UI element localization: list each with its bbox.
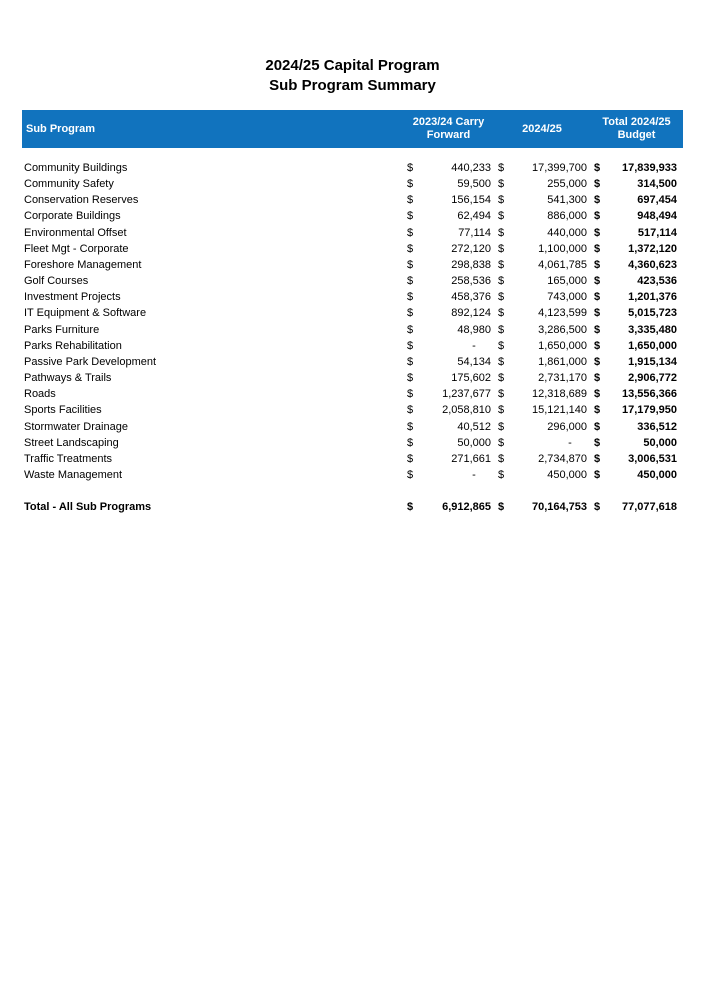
year-2024-25-value: 296,000 — [547, 420, 588, 433]
carry-forward-value: - — [472, 339, 492, 352]
table-row — [22, 176, 683, 192]
carry-forward-value: 54,134 — [457, 355, 492, 368]
year-2024-25-value: 541,300 — [547, 194, 588, 207]
currency-symbol: $ — [594, 226, 601, 239]
year-2024-25-value: 1,650,000 — [538, 339, 588, 352]
table-row — [22, 160, 683, 176]
carry-forward-value: 271,661 — [451, 452, 492, 465]
carry-forward-value: 40,512 — [457, 420, 492, 433]
currency-symbol: $ — [498, 420, 505, 433]
currency-symbol: $ — [407, 194, 414, 207]
currency-symbol: $ — [594, 420, 601, 433]
currency-symbol: $ — [594, 242, 601, 255]
currency-symbol: $ — [407, 404, 414, 417]
table-row — [22, 257, 683, 273]
currency-symbol: $ — [407, 291, 414, 304]
total-budget-value: 697,454 — [637, 194, 678, 207]
table-row — [22, 435, 683, 451]
row-label: Street Landscaping — [24, 436, 119, 449]
carry-forward-value: 62,494 — [457, 210, 492, 223]
currency-symbol: $ — [594, 210, 601, 223]
year-2024-25-value: 4,061,785 — [538, 258, 588, 271]
carry-forward-value: 258,536 — [451, 275, 492, 288]
table-row — [22, 241, 683, 257]
total-budget-value: 77,077,618 — [621, 501, 678, 514]
currency-symbol: $ — [498, 162, 505, 174]
total-budget-value: 423,536 — [637, 275, 678, 288]
total-row — [22, 499, 683, 515]
total-budget-value: 517,114 — [637, 226, 678, 239]
year-2024-25-value: 255,000 — [547, 178, 588, 191]
currency-symbol: $ — [498, 307, 505, 320]
total-budget-value: 5,015,723 — [628, 307, 678, 320]
currency-symbol: $ — [407, 162, 414, 174]
currency-symbol: $ — [498, 372, 505, 385]
column-header-total-budget: Total 2024/25 Budget — [590, 110, 683, 148]
row-label: Fleet Mgt - Corporate — [24, 242, 129, 255]
year-2024-25-value: 15,121,140 — [531, 404, 588, 417]
row-label: Stormwater Drainage — [24, 420, 128, 433]
row-label: Parks Furniture — [24, 323, 100, 336]
currency-symbol: $ — [498, 468, 505, 481]
total-budget-value: 336,512 — [637, 420, 678, 433]
table-row — [22, 419, 683, 435]
total-budget-value: 4,360,623 — [628, 258, 678, 271]
currency-symbol: $ — [594, 372, 601, 385]
currency-symbol: $ — [498, 452, 505, 465]
carry-forward-value: - — [472, 468, 492, 481]
currency-symbol: $ — [407, 452, 414, 465]
row-label: Pathways & Trails — [24, 372, 112, 385]
total-budget-value: 450,000 — [637, 468, 678, 481]
currency-symbol: $ — [407, 226, 414, 239]
currency-symbol: $ — [594, 275, 601, 288]
total-budget-value: 17,179,950 — [621, 404, 678, 417]
total-budget-value: 17,839,933 — [621, 162, 678, 174]
currency-symbol: $ — [407, 420, 414, 433]
currency-symbol: $ — [407, 258, 414, 271]
table-row — [22, 322, 683, 338]
currency-symbol: $ — [498, 323, 505, 336]
row-label: Corporate Buildings — [24, 210, 121, 223]
carry-forward-value: 2,058,810 — [442, 404, 492, 417]
total-budget-value: 1,915,134 — [628, 355, 678, 368]
row-label: Foreshore Management — [24, 258, 142, 271]
year-2024-25-value: 2,734,870 — [538, 452, 588, 465]
table-header-row — [22, 110, 683, 148]
total-budget-value: 948,494 — [637, 210, 678, 223]
year-2024-25-value: 1,100,000 — [538, 242, 588, 255]
total-budget-value: 1,201,376 — [628, 291, 678, 304]
carry-forward-value: 458,376 — [451, 291, 492, 304]
row-label: Community Buildings — [24, 162, 128, 174]
currency-symbol: $ — [498, 388, 505, 401]
row-label: Golf Courses — [24, 275, 89, 288]
table-row — [22, 289, 683, 305]
currency-symbol: $ — [594, 162, 601, 174]
currency-symbol: $ — [407, 210, 414, 223]
table-row — [22, 225, 683, 241]
currency-symbol: $ — [498, 404, 505, 417]
total-budget-value: 1,372,120 — [628, 242, 678, 255]
currency-symbol: $ — [594, 388, 601, 401]
row-label: Conservation Reserves — [24, 194, 139, 207]
total-budget-value: 1,650,000 — [628, 339, 678, 352]
table-row — [22, 354, 683, 370]
currency-symbol: $ — [407, 242, 414, 255]
carry-forward-value: 175,602 — [451, 372, 492, 385]
currency-symbol: $ — [594, 258, 601, 271]
currency-symbol: $ — [407, 372, 414, 385]
table-row — [22, 192, 683, 208]
table-row — [22, 402, 683, 418]
currency-symbol: $ — [594, 355, 601, 368]
currency-symbol: $ — [498, 339, 505, 352]
currency-symbol: $ — [498, 178, 505, 191]
total-2024-25-value: 70,164,753 — [531, 501, 588, 514]
currency-symbol: $ — [594, 194, 601, 207]
currency-symbol: $ — [407, 355, 414, 368]
row-label: Parks Rehabilitation — [24, 339, 122, 352]
year-2024-25-value: 2,731,170 — [538, 372, 588, 385]
currency-symbol: $ — [498, 226, 505, 239]
year-2024-25-value: 12,318,689 — [531, 388, 588, 401]
total-budget-value: 2,906,772 — [628, 372, 678, 385]
currency-symbol: $ — [594, 436, 601, 449]
table-row — [22, 467, 683, 483]
year-2024-25-value: 1,861,000 — [538, 355, 588, 368]
header-body-spacer — [22, 148, 683, 160]
currency-symbol: $ — [594, 307, 601, 320]
carry-forward-value: 77,114 — [458, 226, 492, 239]
currency-symbol: $ — [594, 178, 601, 191]
year-2024-25-value: 3,286,500 — [538, 323, 588, 336]
currency-symbol: $ — [407, 388, 414, 401]
currency-symbol: $ — [498, 355, 505, 368]
table-body — [22, 160, 683, 483]
total-budget-value: 13,556,366 — [621, 388, 678, 401]
row-label: Roads — [24, 388, 56, 401]
document-title-line1: 2024/25 Capital Program — [265, 57, 440, 74]
total-budget-value: 314,500 — [637, 178, 678, 191]
year-2024-25-value: 165,000 — [547, 275, 588, 288]
carry-forward-value: 59,500 — [457, 178, 492, 191]
currency-symbol: $ — [407, 339, 414, 352]
table-row — [22, 386, 683, 402]
total-spacer — [22, 483, 683, 499]
currency-symbol: $ — [498, 275, 505, 288]
column-header-sub-program: Sub Program — [22, 110, 403, 148]
total-budget-value: 3,006,531 — [628, 452, 678, 465]
sub-program-summary-table — [22, 110, 683, 515]
carry-forward-value: 156,154 — [451, 194, 492, 207]
currency-symbol: $ — [407, 307, 414, 320]
document-title-line2: Sub Program Summary — [269, 77, 436, 94]
total-budget-value: 50,000 — [643, 436, 678, 449]
currency-symbol: $ — [594, 501, 601, 514]
carry-forward-value: 892,124 — [451, 307, 492, 320]
total-row-label: Total - All Sub Programs — [24, 501, 152, 514]
currency-symbol: $ — [594, 452, 601, 465]
row-label: IT Equipment & Software — [24, 307, 147, 320]
currency-symbol: $ — [407, 178, 414, 191]
currency-symbol: $ — [594, 404, 601, 417]
currency-symbol: $ — [407, 501, 414, 514]
total-carry-forward-value: 6,912,865 — [442, 501, 492, 514]
total-budget-value: 3,335,480 — [628, 323, 678, 336]
row-label: Waste Management — [24, 468, 123, 481]
year-2024-25-value: - — [568, 436, 588, 449]
row-label: Passive Park Development — [24, 355, 157, 368]
table-row — [22, 305, 683, 321]
row-label: Investment Projects — [24, 291, 121, 304]
currency-symbol: $ — [407, 436, 414, 449]
table-row — [22, 338, 683, 354]
currency-symbol: $ — [594, 339, 601, 352]
currency-symbol: $ — [498, 291, 505, 304]
row-label: Traffic Treatments — [24, 452, 113, 465]
currency-symbol: $ — [594, 468, 601, 481]
currency-symbol: $ — [594, 323, 601, 336]
currency-symbol: $ — [594, 291, 601, 304]
table-row — [22, 208, 683, 224]
year-2024-25-value: 450,000 — [547, 468, 588, 481]
currency-symbol: $ — [498, 210, 505, 223]
year-2024-25-value: 4,123,599 — [538, 307, 588, 320]
table-row — [22, 370, 683, 386]
row-label: Sports Facilities — [24, 404, 102, 417]
currency-symbol: $ — [498, 242, 505, 255]
currency-symbol: $ — [407, 468, 414, 481]
currency-symbol: $ — [407, 323, 414, 336]
row-label: Environmental Offset — [24, 226, 127, 239]
currency-symbol: $ — [498, 258, 505, 271]
column-header-2024-25: 2024/25 — [494, 110, 590, 148]
currency-symbol: $ — [498, 501, 505, 514]
table-row — [22, 451, 683, 467]
row-label: Community Safety — [24, 178, 114, 191]
table-row — [22, 273, 683, 289]
year-2024-25-value: 17,399,700 — [531, 162, 588, 174]
currency-symbol: $ — [498, 194, 505, 207]
currency-symbol: $ — [498, 436, 505, 449]
carry-forward-value: 440,233 — [451, 162, 492, 174]
carry-forward-value: 272,120 — [451, 242, 492, 255]
carry-forward-value: 50,000 — [457, 436, 492, 449]
currency-symbol: $ — [407, 275, 414, 288]
carry-forward-value: 298,838 — [451, 258, 492, 271]
year-2024-25-value: 886,000 — [547, 210, 588, 223]
year-2024-25-value: 440,000 — [547, 226, 588, 239]
carry-forward-value: 48,980 — [457, 323, 492, 336]
year-2024-25-value: 743,000 — [547, 291, 588, 304]
carry-forward-value: 1,237,677 — [442, 388, 492, 401]
column-header-carry-forward: 2023/24 Carry Forward — [403, 110, 494, 148]
